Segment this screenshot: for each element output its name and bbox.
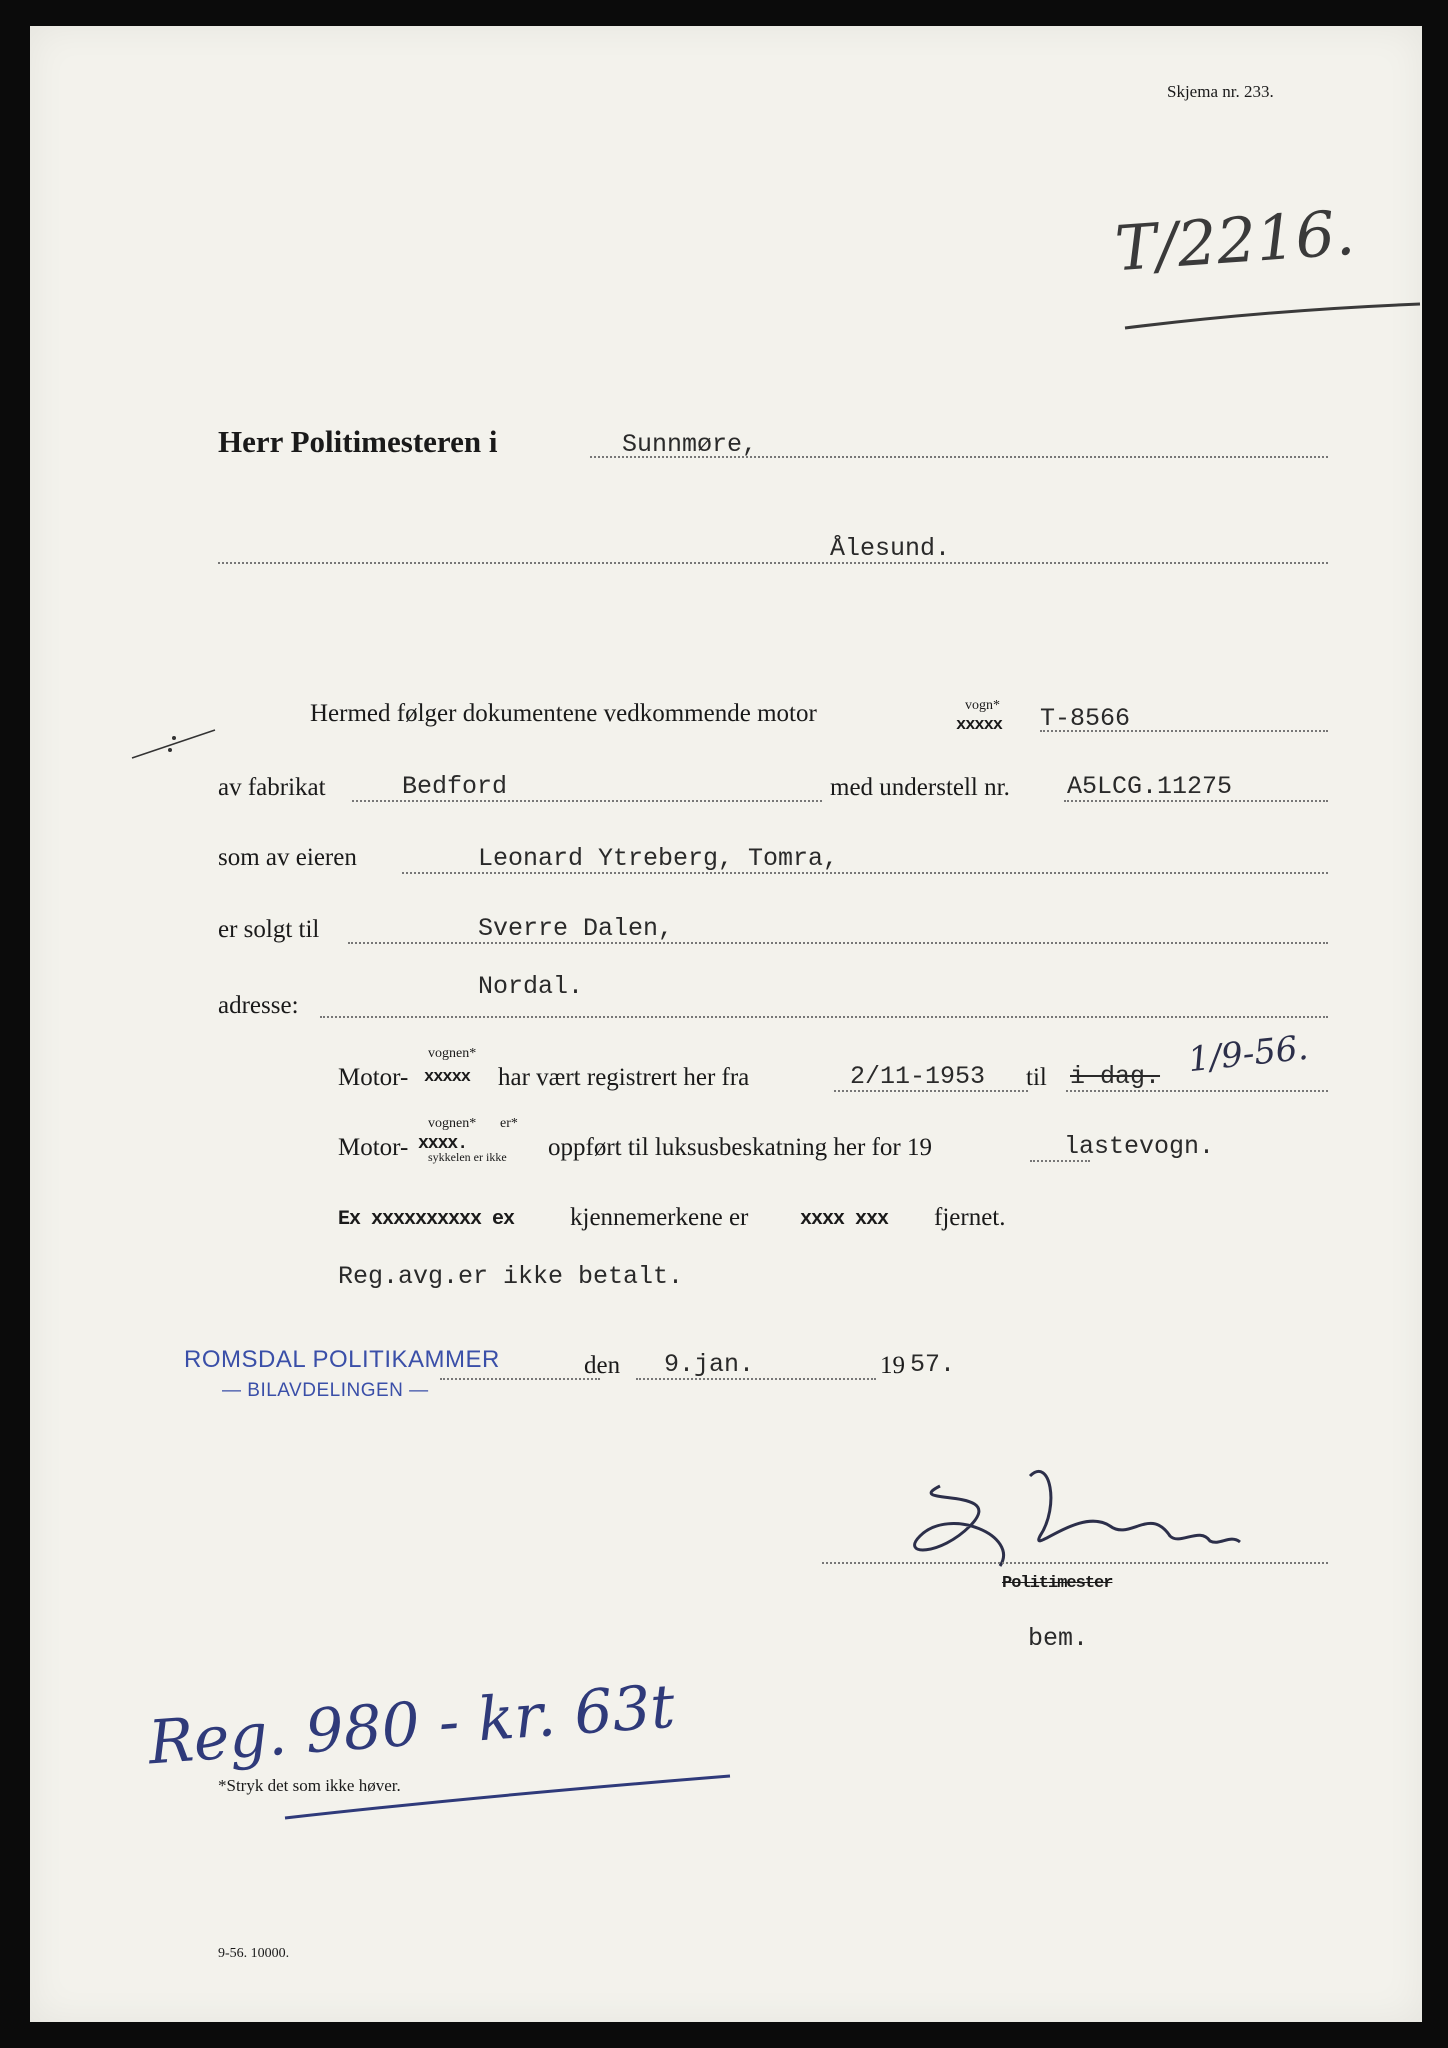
signature-role: bem.: [1028, 1624, 1089, 1653]
plates-struck-mid: xxxx xxx: [800, 1208, 889, 1231]
date-line-left: [440, 1378, 600, 1380]
registration-fee-note: Reg.avg.er ikke betalt.: [338, 1262, 684, 1291]
district-value: Sunnmøre,: [622, 430, 758, 459]
signature-line: [822, 1562, 1328, 1564]
make-label: av fabrikat: [218, 774, 326, 801]
plates-struck-prefix: Ex xxxxxxxxxx ex: [338, 1208, 515, 1231]
reference-underline: [1120, 296, 1440, 336]
plates-text: kjennemerkene er: [570, 1204, 749, 1231]
registration-to-typed: i dag.: [1070, 1062, 1161, 1091]
chassis-label: med understell nr.: [830, 774, 1010, 801]
print-code: 9-56. 10000.: [218, 1946, 290, 1961]
address-line: [320, 1016, 1328, 1018]
date-year-suffix: 57.: [910, 1350, 956, 1379]
vehicle-intro: Hermed følger dokumentene vedkommende motor: [310, 700, 817, 727]
registration-to-handwritten: 1/9-56.: [1186, 1027, 1311, 1081]
handwritten-underline: [280, 1766, 740, 1826]
date-year-prefix: 19: [880, 1352, 905, 1379]
signature-struck-title: Politimester: [1002, 1574, 1113, 1593]
registration-from-date: 2/11-1953: [850, 1062, 986, 1091]
luxury-struck: xxxx.: [418, 1134, 468, 1154]
seller-value: Leonard Ytreberg, Tomra,: [478, 844, 839, 873]
luxury-prefix: Motor-: [338, 1134, 409, 1161]
luxury-text: oppført til luksusbeskatning her for 19: [548, 1134, 932, 1161]
luxury-sup-vognen: vognen*: [428, 1116, 477, 1131]
salutation: Herr Politimesteren i: [218, 424, 498, 459]
registration-struck: xxxxx: [424, 1068, 471, 1087]
registration-sup-vognen: vognen*: [428, 1046, 477, 1061]
document-page: [30, 26, 1422, 2022]
registration-to-label: til: [1026, 1064, 1047, 1091]
stamp-line-2: — BILAVDELINGEN —: [222, 1380, 429, 1401]
date-day: 9.jan.: [664, 1350, 755, 1379]
address-value: Nordal.: [478, 972, 584, 1001]
vehicle-sup-vogn: vogn*: [965, 698, 1000, 713]
city-line: [218, 562, 1328, 564]
form-number: Skjema nr. 233.: [1167, 82, 1274, 101]
margin-mark: [130, 726, 220, 766]
handwritten-reference: T/2216.: [1112, 195, 1358, 286]
luxury-sup-er: er*: [500, 1116, 518, 1131]
footnote: *Stryk det som ikke høver.: [218, 1776, 401, 1795]
luxury-sub-er-ikke: sykkelen er ikke: [428, 1150, 507, 1164]
city-value: Ålesund.: [830, 534, 951, 563]
make-value: Bedford: [402, 772, 508, 801]
seller-label: som av eieren: [218, 844, 357, 871]
vehicle-struck-word: xxxxx: [956, 716, 1003, 735]
registration-prefix: Motor-: [338, 1064, 409, 1091]
chassis-value: A5LCG.11275: [1067, 772, 1233, 801]
buyer-value: Sverre Dalen,: [478, 914, 674, 943]
stamp-line-1: ROMSDAL POLITIKAMMER: [184, 1346, 500, 1373]
handwritten-fee-note: Reg. 980 - kr. 63t: [146, 1671, 678, 1779]
registration-text: har vært registrert her fra: [498, 1064, 750, 1091]
date-den-label: den: [584, 1352, 621, 1379]
luxury-value: lastevogn.: [1064, 1132, 1215, 1161]
plates-suffix: fjernet.: [934, 1204, 1006, 1231]
buyer-label: er solgt til: [218, 916, 320, 943]
address-label: adresse:: [218, 992, 299, 1019]
reg-number-value: T-8566: [1040, 704, 1131, 733]
